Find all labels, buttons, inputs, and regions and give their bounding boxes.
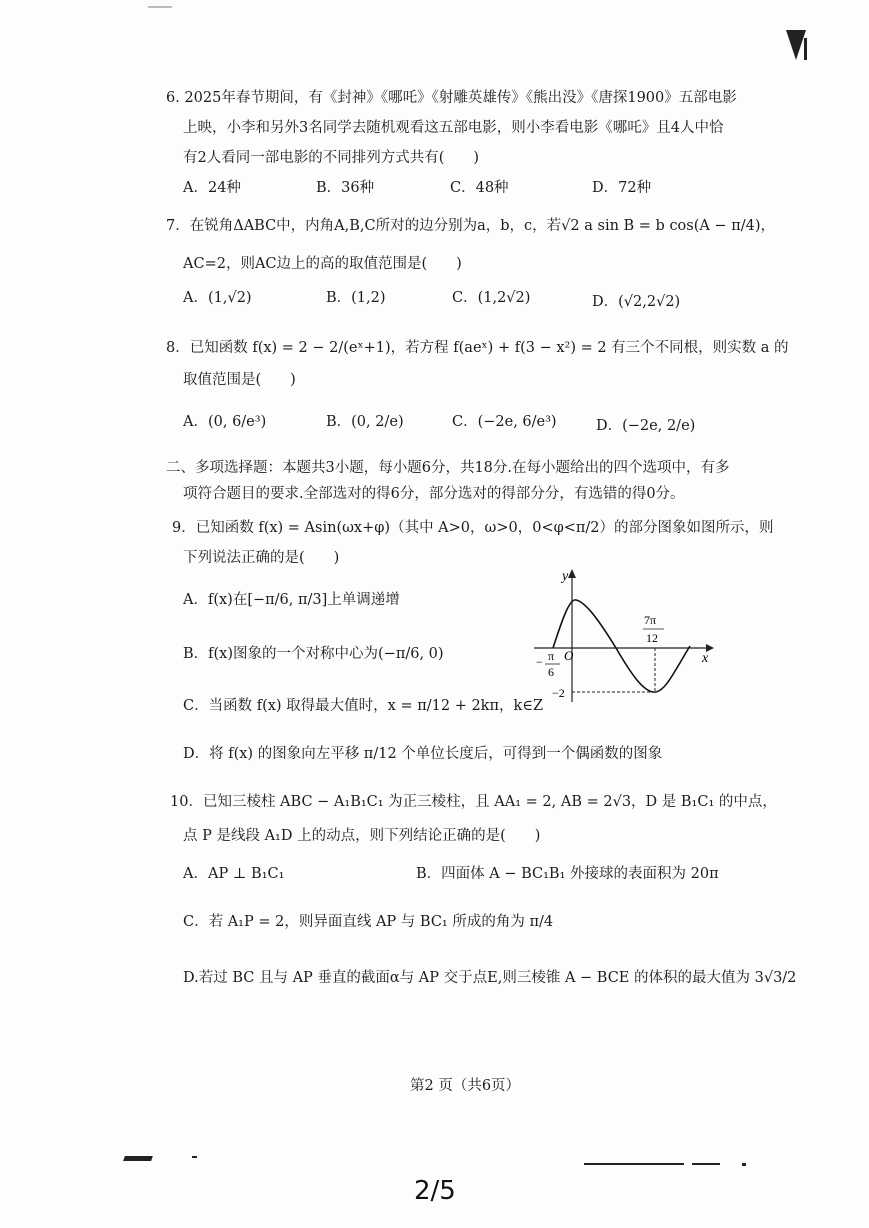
q8-line-2: 取值范围是( ) [183, 372, 296, 388]
mark-pi6-numerator: π [548, 649, 555, 663]
mark-7pi-numerator: 7π [644, 613, 657, 627]
q6-line-2: 上映，小李和另外3名同学去随机观看这五部电影，则小李看电影《哪吒》且4人中恰 [183, 120, 724, 136]
scan-mark-top-right [786, 30, 806, 60]
scan-mark-right-bar [804, 38, 807, 60]
q10-option-a: A．AP ⊥ B₁C₁ [183, 866, 285, 882]
q8-option-c: C．(−2e, 6/e³) [452, 414, 557, 430]
page-counter: 2/5 [414, 1176, 456, 1206]
section-2-line-1: 二、多项选择题：本题共3小题，每小题6分，共18分.在每小题给出的四个选项中，有多 [166, 460, 730, 476]
q10-line-1: 10．已知三棱柱 ABC − A₁B₁C₁ 为正三棱柱，且 AA₁ = 2, AB = 2√3，D 是 B₁C₁ 的中点， [170, 794, 777, 810]
q10-line-2: 点 P 是线段 A₁D 上的动点，则下列结论正确的是( ) [183, 828, 541, 844]
q9-option-d: D．将 f(x) 的图象向左平移 π/12 个单位长度后，可得到一个偶函数的图象 [183, 746, 663, 762]
y-axis-arrow [568, 569, 576, 578]
q7-line-1: 7．在锐角ΔABC中，内角A,B,C所对的边分别为a，b，c，若√2 a sin B = b cos(A − π/4)， [166, 218, 776, 234]
scan-mark-top-left [148, 6, 172, 8]
q7-line-2: AC=2，则AC边上的高的取值范围是( ) [183, 256, 462, 272]
min-value-label: −2 [552, 686, 565, 700]
q6-line-3: 有2人看同一部电影的不同排列方式共有( ) [183, 150, 480, 166]
section-2-line-2: 项符合题目的要求.全部选对的得6分，部分选对的得部分分，有选错的得0分。 [183, 486, 685, 502]
q9-sine-graph [530, 562, 720, 710]
q8-option-b: B．(0, 2/e) [326, 414, 404, 430]
scan-mark-bottom-left [123, 1156, 153, 1161]
scan-mark-bottom-right-dot [742, 1163, 746, 1166]
origin-label: O [564, 648, 574, 663]
q6-option-c: C．48种 [450, 180, 509, 196]
q6-option-d: D．72种 [592, 180, 652, 196]
q10-option-c: C．若 A₁P = 2，则异面直线 AP 与 BC₁ 所成的角为 π/4 [183, 914, 554, 930]
mark-pi6-sign: − [536, 655, 543, 669]
q6-option-b: B．36种 [316, 180, 375, 196]
q8-option-d: D．(−2e, 2/e) [596, 418, 696, 434]
q7-option-d: D．(√2,2√2) [592, 294, 681, 310]
q9-option-c: C．当函数 f(x) 取得最大值时，x = π/12 + 2kπ，k∈Z [183, 698, 544, 714]
scan-mark-bottom-dot [192, 1156, 197, 1158]
scan-mark-bottom-right-line [584, 1163, 684, 1165]
mark-pi6-denominator: 6 [548, 665, 554, 679]
q9-line-1: 9．已知函数 f(x) = Asin(ωx+φ)（其中 A>0，ω>0，0<φ<π/2）的部分图象如图所示，则 [172, 520, 774, 536]
q9-option-a: A．f(x)在[−π/6, π/3]上单调递增 [183, 592, 400, 608]
q7-option-c: C．(1,2√2) [452, 290, 531, 306]
q8-option-a: A．(0, 6/e³) [183, 414, 267, 430]
q8-line-1: 8．已知函数 f(x) = 2 − 2/(eˣ+1)，若方程 f(aeˣ) + f(3 − x²) = 2 有三个不同根，则实数 a 的 [166, 340, 789, 356]
q9-option-b: B．f(x)图象的一个对称中心为(−π/6, 0) [183, 646, 444, 662]
q10-option-d: D.若过 BC 且与 AP 垂直的截面α与 AP 交于点E,则三棱锥 A − BCE 的体积的最大值为 3√3/2 [183, 970, 797, 986]
q10-option-b: B．四面体 A − BC₁B₁ 外接球的表面积为 20π [416, 866, 719, 882]
q9-line-2: 下列说法正确的是( ) [183, 550, 340, 566]
q6-option-a: A．24种 [183, 180, 241, 196]
q7-option-b: B．(1,2) [326, 290, 386, 306]
page-footer: 第2 页（共6页） [410, 1078, 521, 1094]
x-axis-label: x [702, 651, 709, 666]
q7-option-a: A．(1,√2) [183, 290, 252, 306]
scan-mark-bottom-right-dash [692, 1163, 720, 1165]
mark-7pi-denominator: 12 [646, 631, 658, 645]
q6-line-1: 6. 2025年春节期间，有《封神》《哪吒》《射雕英雄传》《熊出没》《唐探1900》五部电影 [166, 90, 737, 106]
sine-curve [553, 600, 690, 692]
y-axis-label: y [562, 569, 569, 584]
